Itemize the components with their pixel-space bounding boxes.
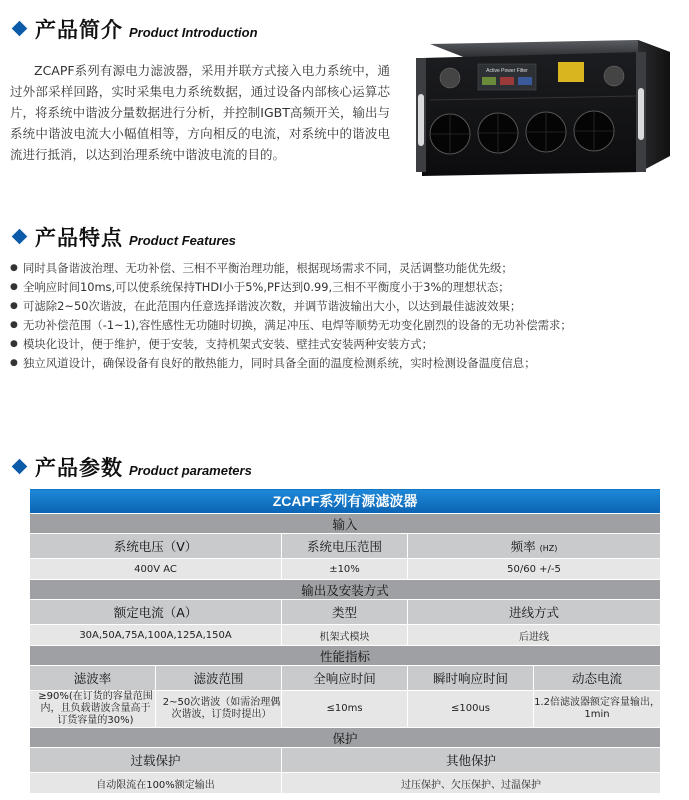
value-filter-range: 2~50次谐波（如需治理偶次谐波，订货时提出） xyxy=(156,691,282,728)
diamond-bullet-icon xyxy=(12,229,28,245)
panel-label: Active Power Filter xyxy=(486,68,528,74)
header-filter-rate: 滤波率 xyxy=(30,666,156,691)
table-title-row xyxy=(30,489,661,514)
value-filter-rate: ≥90%(在订货的容量范围内，且负载谐波含量高于订货容量的30%) xyxy=(30,691,156,728)
value-dynamic-current: 1.2倍滤波器额定容量输出，1min xyxy=(534,691,661,728)
params-title-en: Product parameters xyxy=(129,463,252,478)
features-heading xyxy=(14,222,236,252)
value-instant-response: ≤100us xyxy=(408,691,534,728)
intro-heading xyxy=(14,14,258,44)
feature-item: ● 模块化设计，便于维护，便于安装，支持机架式安装、壁挂式安装两种安装方式； xyxy=(10,336,682,353)
features-title-cn: 产品特点 xyxy=(35,226,123,250)
group-performance: 性能指标 xyxy=(30,646,661,666)
table-header-row xyxy=(30,534,661,559)
table-group-row xyxy=(30,514,661,534)
group-protection: 保护 xyxy=(30,728,661,748)
value-system-voltage: 400V AC xyxy=(30,559,282,580)
header-overload: 过载保护 xyxy=(30,748,282,773)
table-header-row xyxy=(30,600,661,625)
diamond-bullet-icon xyxy=(12,21,28,37)
feature-item: ● 可滤除2~50次谐波，在此范围内任意选择谐波次数，并调节谐波输出大小，以达到最佳滤波效果； xyxy=(10,298,682,315)
table-row xyxy=(30,625,661,646)
feature-item: ● 同时具备谐波治理、无功补偿、三相不平衡治理功能，根据现场需求不同，灵活调整功能优先级； xyxy=(10,260,682,277)
value-overload: 自动限流在100%额定输出 xyxy=(30,773,282,794)
value-rated-current: 30A,50A,75A,100A,125A,150A xyxy=(30,625,282,646)
header-other-protection: 其他保护 xyxy=(282,748,661,773)
intro-paragraph: ZCAPF系列有源电力滤波器，采用并联方式接入电力系统中，通过外部采样回路，实时采集电力系统数据，通过设备内部核心运算芯片，将系统中谐波分量数据进行分析，并控制IGBT高频开关，输出与系统中谐波电流大小幅值相等，方向相反的电流，对系统中的谐波电流进行抵消，以达到治理系统中谐波电流的目的。 xyxy=(10,63,390,162)
header-frequency: 频率 (HZ) xyxy=(408,534,661,559)
value-full-response: ≤10ms xyxy=(282,691,408,728)
feature-item: ● 无功补偿范围（-1~1),容性感性无功随时切换，满足冲压、电焊等顺势无功变化剧烈的设备的无功补偿需求； xyxy=(10,317,682,334)
features-title-en: Product Features xyxy=(129,233,236,248)
table-row xyxy=(30,559,661,580)
intro-title-cn: 产品简介 xyxy=(35,18,123,42)
table-row xyxy=(30,691,661,728)
group-output: 输出及安装方式 xyxy=(30,580,661,600)
header-full-response: 全响应时间 xyxy=(282,666,408,691)
table-row xyxy=(30,773,661,794)
features-list xyxy=(10,260,682,374)
value-voltage-range: ±10% xyxy=(282,559,408,580)
header-type: 类型 xyxy=(282,600,408,625)
diamond-bullet-icon xyxy=(12,459,28,475)
params-heading xyxy=(14,452,252,482)
value-frequency: 50/60 +/-5 xyxy=(408,559,661,580)
header-instant-response: 瞬时响应时间 xyxy=(408,666,534,691)
product-image xyxy=(408,38,676,190)
table-group-row xyxy=(30,728,661,748)
table-group-row xyxy=(30,580,661,600)
group-input: 输入 xyxy=(30,514,661,534)
parameters-table xyxy=(29,488,661,794)
table-header-row xyxy=(30,748,661,773)
feature-item: ● 独立风道设计，确保设备有良好的散热能力，同时具备全面的温度检测系统，实时检测设备温度信息； xyxy=(10,355,682,372)
params-title-cn: 产品参数 xyxy=(35,456,123,480)
header-inlet-mode: 进线方式 xyxy=(408,600,661,625)
header-dynamic-current: 动态电流 xyxy=(534,666,661,691)
header-rated-current: 额定电流（A） xyxy=(30,600,282,625)
feature-item: ● 全响应时间10ms,可以使系统保持THDI小于5%,PF达到0.99,三相不平衡度小于3%的理想状态； xyxy=(10,279,682,296)
header-system-voltage: 系统电压（V） xyxy=(30,534,282,559)
header-voltage-range: 系统电压范围 xyxy=(282,534,408,559)
table-group-row xyxy=(30,646,661,666)
table-title: ZCAPF系列有源滤波器 xyxy=(30,489,661,514)
table-header-row xyxy=(30,666,661,691)
value-other-protection: 过压保护、欠压保护、过温保护 xyxy=(282,773,661,794)
value-type: 机架式模块 xyxy=(282,625,408,646)
value-inlet-mode: 后进线 xyxy=(408,625,661,646)
header-filter-range: 滤波范围 xyxy=(156,666,282,691)
intro-title-en: Product Introduction xyxy=(129,25,258,40)
